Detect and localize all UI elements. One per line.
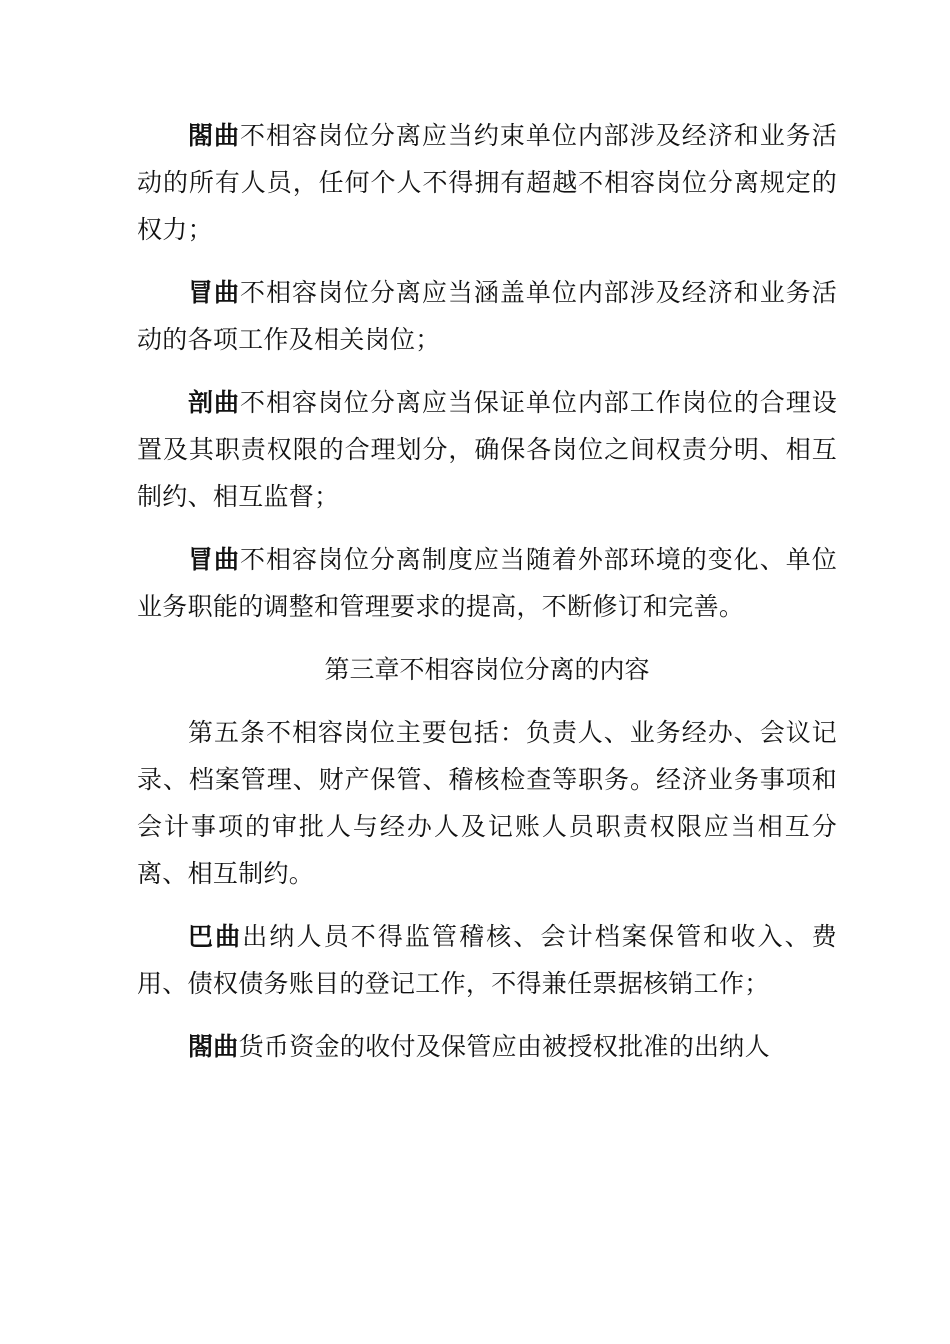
paragraph-text: 不相容岗位分离应当涵盖单位内部涉及经济和业务活动的各项工作及相关岗位； <box>137 278 837 354</box>
paragraph-2 <box>137 269 837 363</box>
paragraph-1 <box>137 112 837 253</box>
paragraph-text: 不相容岗位分离制度应当随着外部环境的变化、单位业务职能的调整和管理要求的提高，不断修订和完善。 <box>137 545 837 621</box>
item-marker: 閤曲 <box>188 121 240 150</box>
item-marker: 閤曲 <box>188 1032 239 1061</box>
item-2 <box>137 1023 837 1070</box>
item-1 <box>137 913 837 1007</box>
item-text: 货币资金的收付及保管应由被授权批准的出纳人 <box>238 1032 770 1061</box>
article-5: 第五条不相容岗位主要包括：负责人、业务经办、会议记录、档案管理、财产保管、稽核检查等职务。经济业务事项和会计事项的审批人与经办人及记账人员职责权限应当相互分离、相互制约。 <box>137 718 837 888</box>
item-marker: 冒曲 <box>188 545 240 574</box>
item-marker: 冒曲 <box>188 278 240 307</box>
document-page <box>137 112 837 1086</box>
item-marker: 巴曲 <box>188 922 243 951</box>
paragraph-text: 不相容岗位分离应当约束单位内部涉及经济和业务活动的所有人员，任何个人不得拥有超越不相容岗位分离规定的权力； <box>137 121 837 244</box>
paragraph-4 <box>137 536 837 630</box>
item-marker: 剖曲 <box>188 388 240 417</box>
paragraph-3 <box>137 379 837 520</box>
item-text: 出纳人员不得监管稽核、会计档案保管和收入、费用、债权债务账目的登记工作，不得兼任票据核销工作； <box>137 922 837 998</box>
paragraph-text: 不相容岗位分离应当保证单位内部工作岗位的合理设置及其职责权限的合理划分，确保各岗位之间权责分明、相互制约、相互监督； <box>137 388 837 511</box>
chapter-heading: 第三章不相容岗位分离的内容 <box>324 655 650 684</box>
